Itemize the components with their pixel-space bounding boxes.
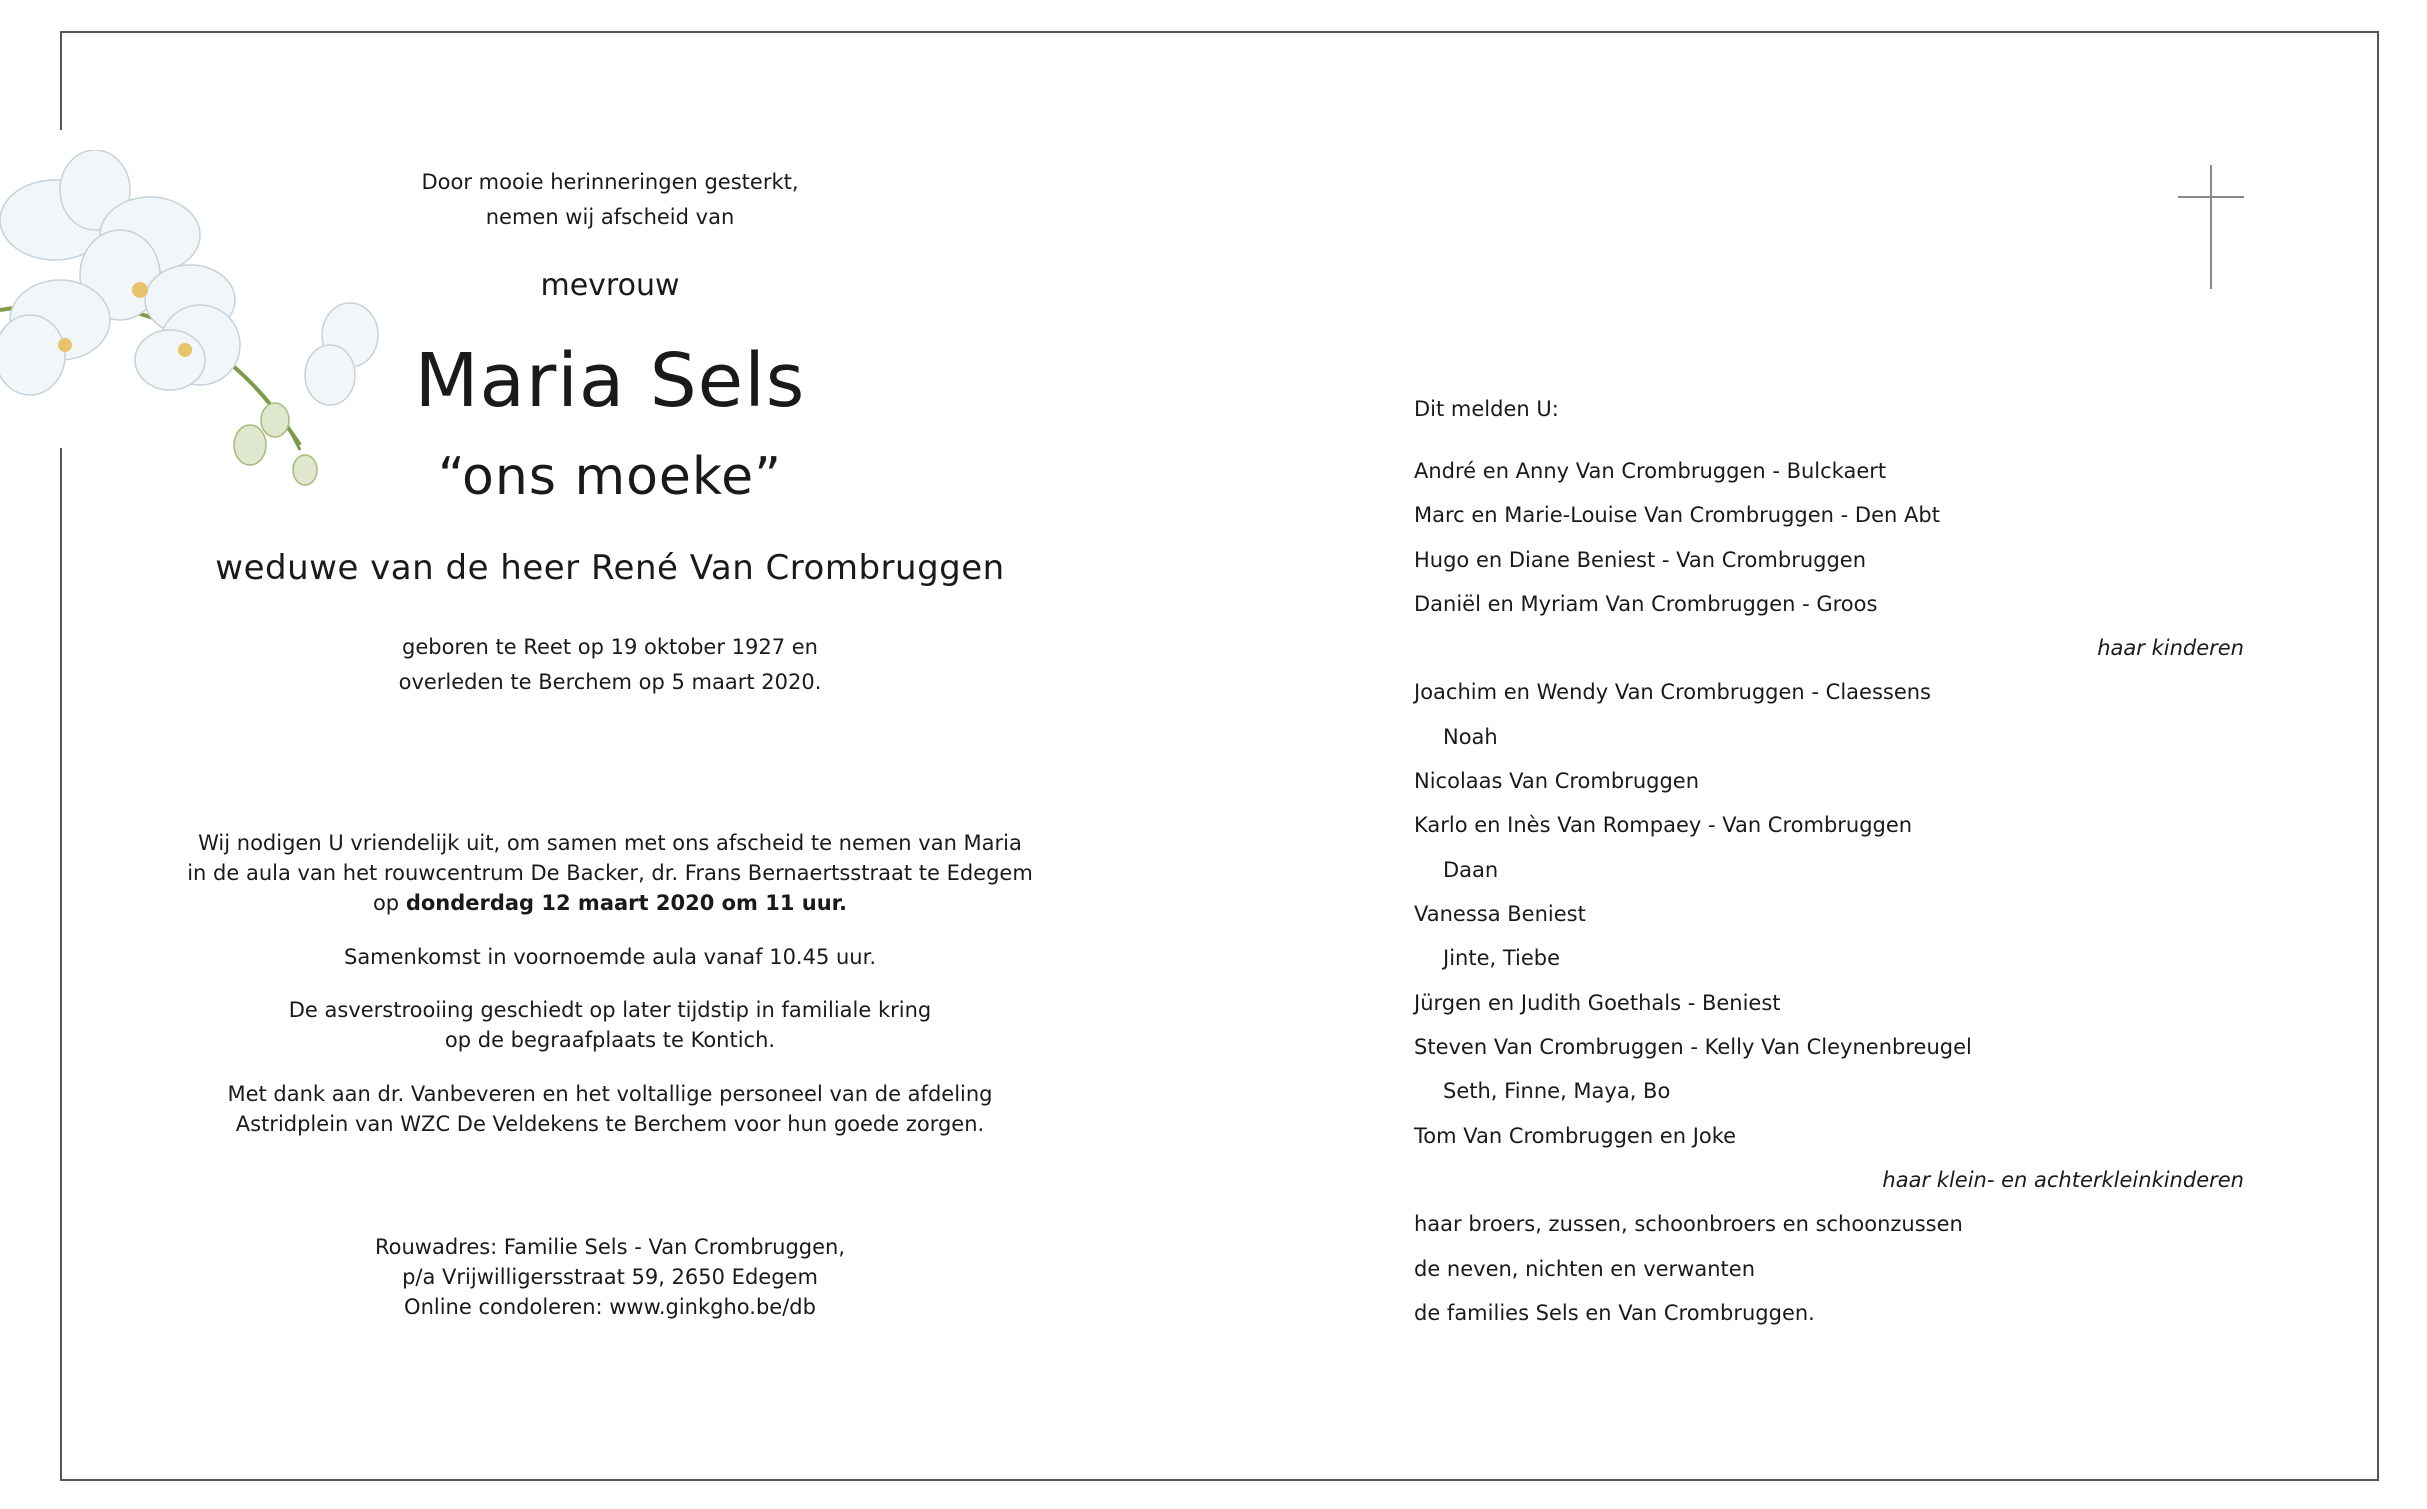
thanks-line: Astridplein van WZC De Veldekens te Berchem voor hun goede zorgen. — [235, 1112, 985, 1136]
address-line: Rouwadres: Familie Sels - Van Crombruggen, — [374, 1235, 846, 1259]
grandchild-line: Nicolaas Van Crombruggen — [1414, 769, 1700, 793]
intro-text — [150, 165, 1070, 235]
grandchild-line: Steven Van Crombruggen - Kelly Van Cleynenbreugel — [1414, 1035, 1972, 1059]
ashes-line: op de begraafplaats te Kontich. — [444, 1028, 776, 1052]
invitation — [150, 828, 1070, 918]
child-line: Hugo en Diane Beniest - Van Crombruggen — [1414, 548, 1867, 572]
thanks-line: Met dank aan dr. Vanbeveren en het voltallige personeel van de afdeling — [227, 1082, 993, 1106]
grandchildren-label: haar klein- en achterkleinkinderen — [1882, 1168, 2244, 1192]
meeting-info: Samenkomst in voornoemde aula vanaf 10.45 uur. — [343, 945, 876, 969]
invitation-prefix: op — [372, 891, 406, 915]
ashes-info — [150, 995, 1070, 1055]
nickname: “ons moeke” — [437, 447, 783, 507]
children-label: haar kinderen — [2097, 636, 2244, 660]
invitation-line — [150, 888, 1070, 918]
family-header: Dit melden U: — [1414, 397, 1559, 421]
great-grandchild-line: Seth, Finne, Maya, Bo — [1443, 1079, 1671, 1103]
relatives-line: de neven, nichten en verwanten — [1414, 1257, 1756, 1281]
invitation-line: Wij nodigen U vriendelijk uit, om samen met ons afscheid te nemen van Maria — [198, 831, 1022, 855]
mourning-address — [150, 1232, 1070, 1322]
child-line: Daniël en Myriam Van Crombruggen - Groos — [1414, 592, 1878, 616]
birth-line: geboren te Reet op 19 oktober 1927 en — [402, 635, 818, 659]
great-grandchild-line: Jinte, Tiebe — [1443, 946, 1561, 970]
deceased-name: Maria Sels — [414, 338, 806, 424]
ashes-line: De asverstrooiing geschiedt op later tijdstip in familiale kring — [288, 998, 932, 1022]
address-line: p/a Vrijwilligersstraat 59, 2650 Edegem — [402, 1265, 818, 1289]
family-list — [1414, 0, 2244, 1400]
great-grandchild-line: Noah — [1443, 725, 1498, 749]
grandchild-line: Vanessa Beniest — [1414, 902, 1586, 926]
life-dates — [150, 630, 1070, 700]
honorific: mevrouw — [540, 268, 680, 303]
thanks — [150, 1079, 1070, 1139]
relatives-line: de families Sels en Van Crombruggen. — [1414, 1301, 1815, 1325]
widow-of: weduwe van de heer René Van Crombruggen — [215, 548, 1005, 588]
great-grandchild-line: Daan — [1443, 858, 1499, 882]
grandchild-line: Joachim en Wendy Van Crombruggen - Claessens — [1414, 680, 1931, 704]
intro-line: Door mooie herinneringen gesterkt, — [421, 170, 799, 194]
grandchild-line: Karlo en Inès Van Rompaey - Van Crombruggen — [1414, 813, 1913, 837]
condolence-link: Online condoleren: www.ginkgho.be/db — [404, 1295, 816, 1319]
ceremony-datetime: donderdag 12 maart 2020 om 11 uur. — [405, 891, 848, 915]
intro-line: nemen wij afscheid van — [485, 205, 735, 229]
death-line: overleden te Berchem op 5 maart 2020. — [398, 670, 822, 694]
child-line: André en Anny Van Crombruggen - Bulckaert — [1414, 459, 1887, 483]
child-line: Marc en Marie-Louise Van Crombruggen - Den Abt — [1414, 503, 1940, 527]
grandchild-line: Tom Van Crombruggen en Joke — [1414, 1124, 1737, 1148]
grandchild-line: Jürgen en Judith Goethals - Beniest — [1414, 991, 1781, 1015]
relatives-line: haar broers, zussen, schoonbroers en schoonzussen — [1414, 1212, 1963, 1236]
invitation-line: in de aula van het rouwcentrum De Backer, dr. Frans Bernaertsstraat te Edegem — [187, 861, 1033, 885]
